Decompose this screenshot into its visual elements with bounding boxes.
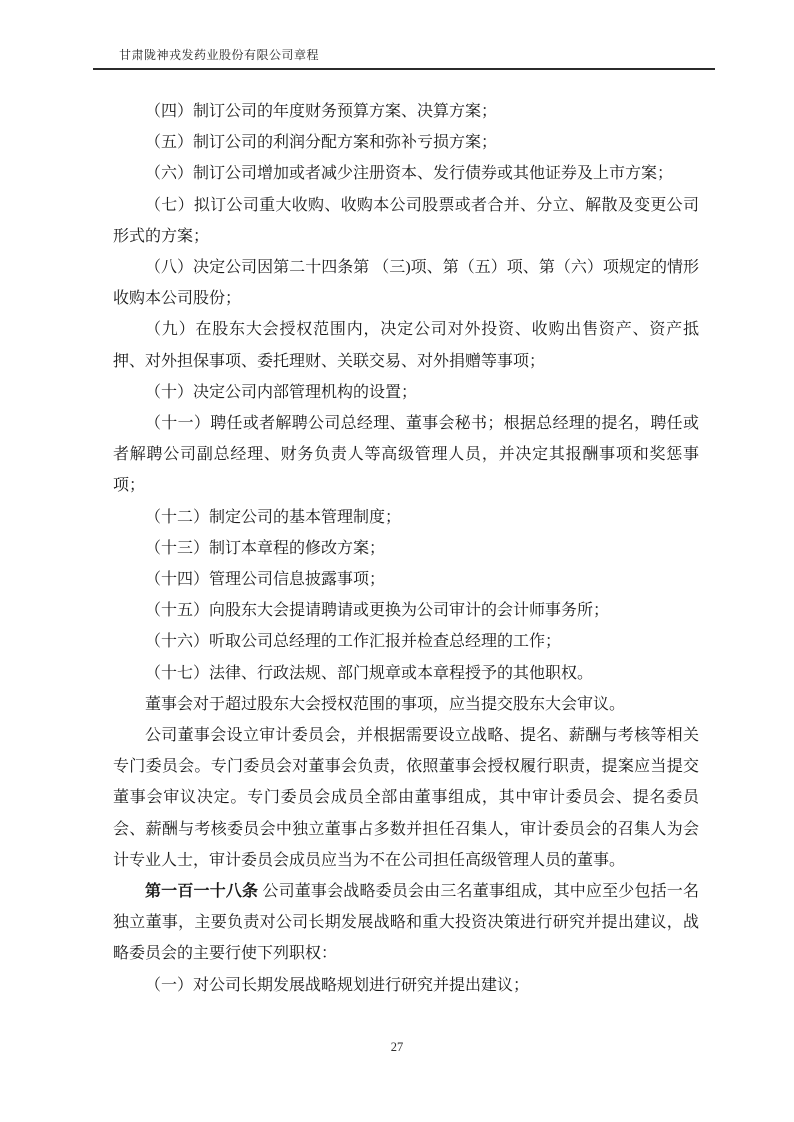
clause-6: （六）制订公司增加或者减少注册资本、发行债券或其他证券及上市方案； <box>145 165 674 183</box>
clause-14: （十四）管理公司信息披露事项； <box>145 571 386 589</box>
article-118-text: 公司董事会战略委员会由三名董事组成，其中应至少包括一名独立董事，主要负责对公司长期发展战略和重大投资决策进行研究并提出建议，战略委员会的主要行使下列职权： <box>113 883 699 963</box>
clause-15: （十五）向股东大会提请聘请或更换为公司审计的会计师事务所； <box>145 602 610 620</box>
page-header <box>93 48 715 70</box>
page-number: 27 <box>390 1040 404 1054</box>
page-footer <box>0 1040 794 1055</box>
clause-12: （十二）制定公司的基本管理制度； <box>145 508 402 526</box>
clause-11: （十一）聘任或者解聘公司总经理、董事会秘书；根据总经理的提名，聘任或者解聘公司副总经理、财务负责人等高级管理人员，并决定其报酬事项和奖惩事项； <box>113 415 699 495</box>
clause-4: （四）制订公司的年度财务预算方案、决算方案； <box>145 103 498 120</box>
clause-1: （一）对公司长期发展战略规划进行研究并提出建议； <box>145 976 530 994</box>
clause-16: （十六）听取公司总经理的工作汇报并检查总经理的工作； <box>145 633 562 651</box>
clause-5: （五）制订公司的利润分配方案和弥补亏损方案； <box>145 134 498 152</box>
document-body <box>113 96 699 1001</box>
clause-13: （十三）制订本章程的修改方案； <box>145 539 386 557</box>
article-118 <box>113 876 699 970</box>
clause-9: （九）在股东大会授权范围内，决定公司对外投资、收购出售资产、资产抵押、对外担保事项、委托理财、关联交易、对外捐赠等事项； <box>113 321 699 370</box>
clause-17: （十七）法律、行政法规、部门规章或本章程授予的其他职权。 <box>145 664 594 682</box>
article-number: 第一百一十八条 <box>145 883 259 901</box>
clause-7: （七）拟订公司重大收购、收购本公司股票或者合并、分立、解散及变更公司形式的方案； <box>113 196 699 245</box>
header-title: 甘肃陇神戎发药业股份有限公司章程 <box>119 48 320 62</box>
para-board-submit: 董事会对于超过股东大会授权范围的事项，应当提交股东大会审议。 <box>145 695 626 713</box>
para-committees: 公司董事会设立审计委员会，并根据需要设立战略、提名、薪酬与考核等相关专门委员会。专门委员会对董事会负责，依照董事会授权履行职责，提案应当提交董事会审议决定。专门委员会成员全部由董事组成，其中审计委员会、提名委员会、薪酬与考核委员会中独立董事占多数并担任召集人，审计委员会的召集人为会计专业人士，审计委员会成员应当为不在公司担任高级管理人员的董事。 <box>113 727 699 869</box>
clause-8: （八）决定公司因第二十四条第 （三)项、第（五）项、第（六）项规定的情形收购本公司股份； <box>113 259 699 308</box>
clause-10: （十）决定公司内部管理机构的设置； <box>145 383 418 401</box>
